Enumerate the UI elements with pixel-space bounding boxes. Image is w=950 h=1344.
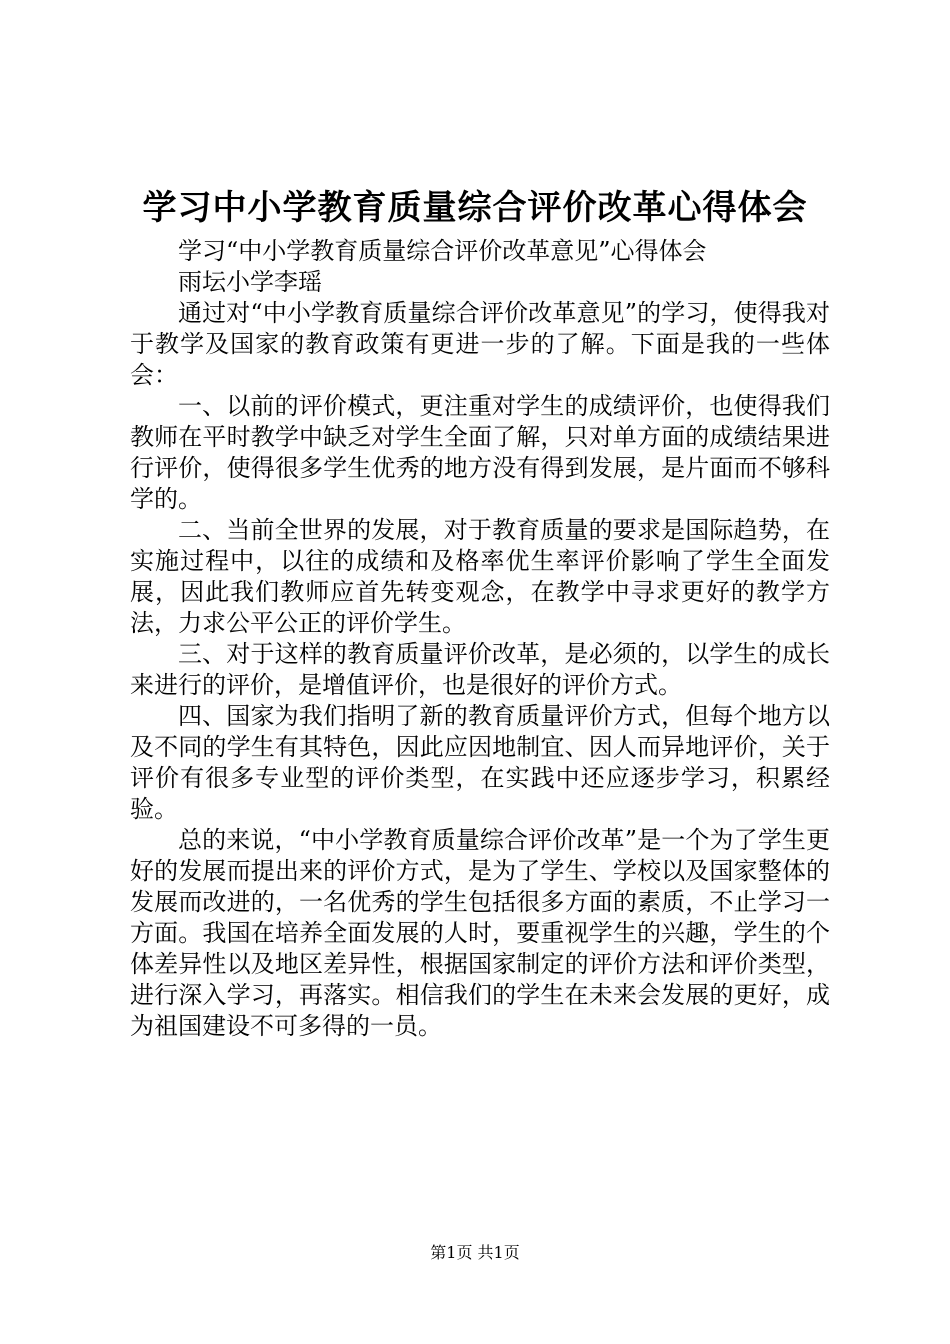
- paragraph-conclusion: 总的来说，“中小学教育质量综合评价改革”是一个为了学生更好的发展而提出来的评价方式，是为了学生、学校以及国家整体的发展而改进的，一名优秀的学生包括很多方面的素质，不止学习一方面。我国在培养全面发展的人时，要重视学生的兴趣，学生的个体差异性以及地区差异性，根据国家制定的评价方法和评价类型，进行深入学习，再落实。相信我们的学生在未来会发展的更好，成为祖国建设不可多得的一员。: [130, 826, 830, 1040]
- document-subtitle: 学习“中小学教育质量综合评价改革意见”心得体会: [178, 237, 707, 265]
- paragraph-point-4: 四、国家为我们指明了新的教育质量评价方式，但每个地方以及不同的学生有其特色，因此应因地制宜、因人而异地评价，关于评价有很多专业型的评价类型，在实践中还应逐步学习，积累经验。: [130, 702, 830, 823]
- paragraph-point-3: 三、对于这样的教育质量评价改革，是必须的，以学生的成长来进行的评价，是增值评价，也是很好的评价方式。: [130, 640, 830, 699]
- paragraph-point-1: 一、以前的评价模式，更注重对学生的成绩评价，也使得我们教师在平时教学中缺乏对学生全面了解，只对单方面的成绩结果进行评价，使得很多学生优秀的地方没有得到发展，是片面而不够科学的。: [130, 392, 830, 513]
- document-body: [130, 236, 830, 1042]
- document-author: 雨坛小学李瑶: [178, 268, 322, 296]
- paragraph-intro: 通过对“中小学教育质量综合评价改革意见”的学习，使得我对于教学及国家的教育政策有更进一步的了解。下面是我的一些体会：: [130, 299, 830, 389]
- page-number-footer: 第1页 共1页: [430, 1243, 520, 1262]
- paragraph-point-2: 二、当前全世界的发展，对于教育质量的要求是国际趋势，在实施过程中，以往的成绩和及格率优生率评价影响了学生全面发展，因此我们教师应首先转变观念，在教学中寻求更好的教学方法，力求公平公正的评价学生。: [130, 516, 830, 637]
- document-title: 学习中小学教育质量综合评价改革心得体会: [142, 188, 808, 228]
